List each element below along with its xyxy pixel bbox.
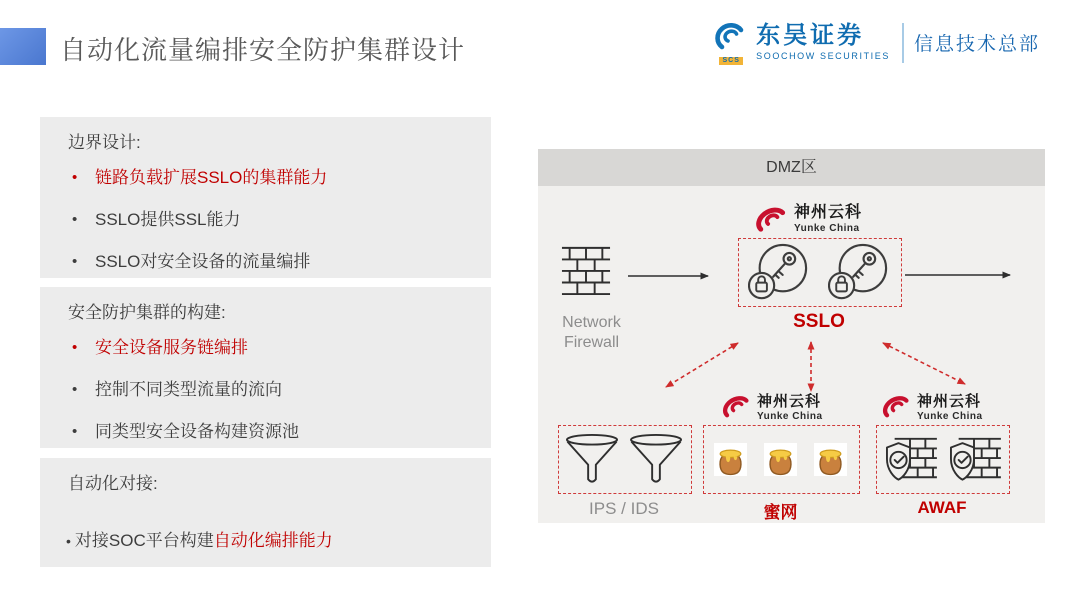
bullet-marker: • bbox=[72, 169, 78, 186]
panel-automation bbox=[40, 458, 491, 567]
bullet-text: SSLO对安全设备的流量编排 bbox=[95, 252, 311, 271]
vendor-sub: Yunke China bbox=[757, 411, 823, 422]
ips-ids-units bbox=[558, 429, 690, 489]
org-divider bbox=[902, 23, 904, 63]
panel-heading: 安全防护集群的构建: bbox=[68, 303, 226, 322]
vendor-name: 神州云科 bbox=[757, 393, 822, 410]
network-firewall-label bbox=[544, 313, 639, 353]
vendor-swirl-icon bbox=[754, 203, 789, 238]
org-department: 信息技术总部 bbox=[913, 34, 1040, 55]
awaf-label: AWAF bbox=[917, 498, 967, 517]
vendor-sub: Yunke China bbox=[794, 223, 860, 234]
org-logo bbox=[713, 20, 749, 65]
org-name: 东吴证券 bbox=[756, 22, 865, 49]
honeynet-units bbox=[703, 436, 858, 482]
bullet-item bbox=[72, 207, 491, 232]
title-accent-bar bbox=[0, 28, 46, 65]
bullet-marker: • bbox=[72, 339, 78, 356]
firewall-label-line1: Network bbox=[562, 314, 621, 331]
bullet-list bbox=[40, 335, 491, 444]
vendor-swirl-icon bbox=[881, 392, 912, 423]
vendor-name: 神州云科 bbox=[794, 204, 863, 221]
awaf-units bbox=[876, 430, 1008, 488]
org-swirl-icon bbox=[713, 20, 749, 56]
panel-cluster-build bbox=[40, 287, 491, 448]
honeypot-icon bbox=[714, 443, 747, 476]
firewall-label-line2: Firewall bbox=[563, 334, 620, 351]
bullet-item bbox=[72, 419, 491, 444]
org-logo-block bbox=[713, 20, 1040, 65]
shield-wall-icon bbox=[881, 435, 939, 483]
bullet-marker: • bbox=[72, 253, 78, 270]
bullet-marker: • bbox=[66, 533, 71, 549]
dmz-zone-header: DMZ区 bbox=[538, 149, 1045, 186]
bullet-text: 链路负载扩展SSLO的集群能力 bbox=[95, 168, 328, 187]
bullet-text: 控制不同类型流量的流向 bbox=[95, 380, 282, 399]
bullet-item bbox=[66, 528, 491, 554]
sslo-to-ips-arrow bbox=[666, 343, 738, 387]
bullet-list bbox=[40, 165, 491, 274]
vendor-logo-honeynet bbox=[721, 392, 823, 423]
sslo-label: SSLO bbox=[793, 311, 845, 332]
org-name-en: SOOCHOW SECURITIES bbox=[756, 51, 890, 61]
honeynet-label: 蜜网 bbox=[763, 503, 798, 522]
vendor-logo-sslo bbox=[754, 203, 862, 238]
funnel-icon bbox=[628, 433, 684, 485]
page-title: 自动化流量编排安全防护集群设计 bbox=[60, 35, 466, 65]
bullet-item bbox=[72, 165, 491, 190]
ips-ids-label: IPS / IDS bbox=[589, 499, 659, 518]
bullet-marker: • bbox=[72, 211, 78, 228]
org-names bbox=[756, 24, 890, 61]
sslo-units bbox=[738, 240, 900, 304]
vendor-sub: Yunke China bbox=[917, 411, 983, 422]
bullet-text: 同类型安全设备构建资源池 bbox=[95, 422, 299, 441]
honeypot-icon bbox=[764, 443, 797, 476]
org-badge: SCS bbox=[719, 57, 742, 65]
panel-heading: 自动化对接: bbox=[68, 474, 158, 493]
dmz-diagram bbox=[538, 149, 1045, 523]
sslo-to-awaf-arrow bbox=[883, 343, 965, 384]
funnel-icon bbox=[564, 433, 620, 485]
shield-wall-icon bbox=[945, 435, 1003, 483]
bullet-marker: • bbox=[72, 423, 78, 440]
bullet-text-emphasis: 自动化编排能力 bbox=[213, 531, 333, 550]
key-lock-icon bbox=[748, 242, 810, 302]
network-firewall-icon bbox=[560, 245, 612, 295]
bullet-text: SSLO提供SSL能力 bbox=[95, 210, 241, 229]
bullet-text: 安全设备服务链编排 bbox=[95, 338, 248, 357]
bullet-item bbox=[72, 335, 491, 360]
bullet-item bbox=[72, 249, 491, 274]
vendor-swirl-icon bbox=[721, 392, 752, 423]
bullet-item bbox=[72, 377, 491, 402]
panel-border-design bbox=[40, 117, 491, 278]
bullet-marker: • bbox=[72, 381, 78, 398]
key-lock-icon bbox=[828, 242, 890, 302]
bullet-text-prefix: 对接SOC平台构建 bbox=[74, 531, 214, 550]
honeypot-icon bbox=[814, 443, 847, 476]
panel-heading: 边界设计: bbox=[68, 133, 141, 152]
vendor-name: 神州云科 bbox=[917, 393, 982, 410]
vendor-logo-awaf bbox=[881, 392, 983, 423]
